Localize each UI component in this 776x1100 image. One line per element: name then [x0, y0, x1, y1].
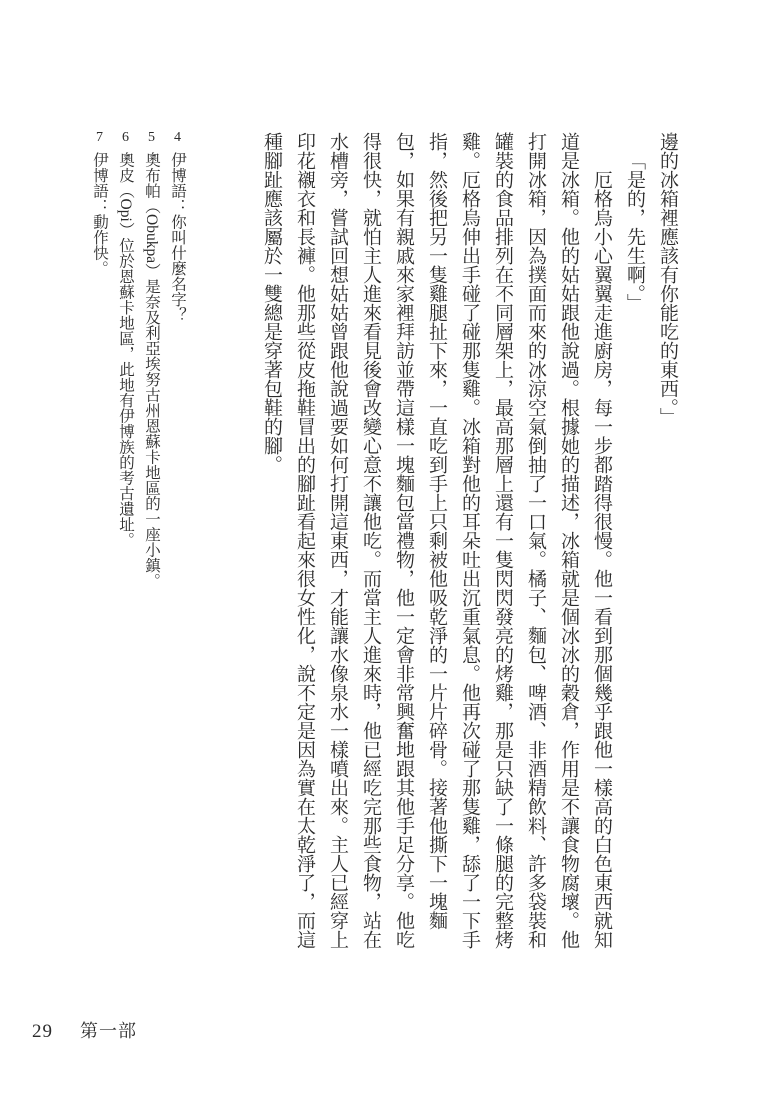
footnote-number: 6	[118, 130, 133, 145]
footnote-number: 7	[92, 130, 107, 145]
footnote-text: 奧布帕（Obukpa）是奈及利亞埃努古州恩蘇卡地區的一座小鎮。	[143, 152, 160, 589]
footnote-text: 伊博語：動作快。	[91, 152, 108, 276]
footnote	[112, 130, 138, 770]
page-footer	[32, 1017, 137, 1043]
text-column: 包，如果有親戚來家裡拜訪並帶這樣一塊麵包當禮物，他一定會非常興奮地跟其他手足分享。他吃	[393, 132, 414, 949]
footnote	[138, 130, 164, 770]
main-text-block	[255, 132, 684, 970]
text-column: 水槽旁，嘗試回想姑姑曾跟他說過要如何打開這東西，才能讓水像泉水一樣噴出來。主人已經穿上	[327, 132, 348, 949]
text-column: 種腳趾應該屬於一雙總是穿著包鞋的腳。	[261, 132, 282, 474]
text-column: 道是冰箱。他的姑姑跟他說過。根據她的描述，冰箱就是個冰冰的穀倉，作用是不讓食物腐壞。他	[558, 132, 579, 949]
footnote	[164, 130, 190, 770]
page-number: 29	[32, 1021, 53, 1042]
text-column: 雞。厄格烏伸出手碰了碰那隻雞。冰箱對他的耳朵吐出沉重氣息。他再次碰了那隻雞，舔了一下手	[459, 132, 480, 949]
text-column: 罐裝的食品排列在不同層架上，最高那層上還有一隻閃閃發亮的烤雞，那是只缺了一條腿的完整烤	[492, 132, 513, 949]
text-column: 得很快，就怕主人進來看見後會改變心意不讓他吃。而當主人進來時，他已經吃完那些食物，站在	[360, 132, 381, 949]
footnote-number: 5	[144, 130, 159, 145]
footnote	[86, 130, 112, 770]
text-column: 厄格烏小心翼翼走進廚房，每一步都踏得很慢。他一看到那個幾乎跟他一樣高的白色東西就知	[591, 170, 612, 949]
text-column: 印花襯衣和長褲。他那些從皮拖鞋冒出的腳趾看起來很女性化，說不定是因為實在太乾淨了，而這	[294, 132, 315, 949]
text-column: 「是的，先生啊。」	[624, 151, 645, 313]
footnote-number: 4	[170, 130, 185, 145]
text-column: 邊的冰箱裡應該有你能吃的東西。」	[657, 132, 678, 427]
section-title: 第一部	[80, 1021, 137, 1041]
footnote-text: 伊博語：你叫什麼名字？	[169, 152, 186, 323]
text-column: 指，然後把另一隻雞腿扯下來，一直吃到手上只剩被他吸乾淨的一片片碎骨。接著他撕下一塊麵	[426, 132, 447, 930]
footnote-text: 奧皮（Opi）位於恩蘇卡地區，此地有伊博族的考古遺址。	[117, 152, 134, 548]
text-column: 打開冰箱，因為撲面而來的冰涼空氣倒抽了一口氣。橘子、麵包、啤酒、非酒精飲料、許多袋裝和	[525, 132, 546, 949]
footnotes-block	[86, 130, 190, 770]
